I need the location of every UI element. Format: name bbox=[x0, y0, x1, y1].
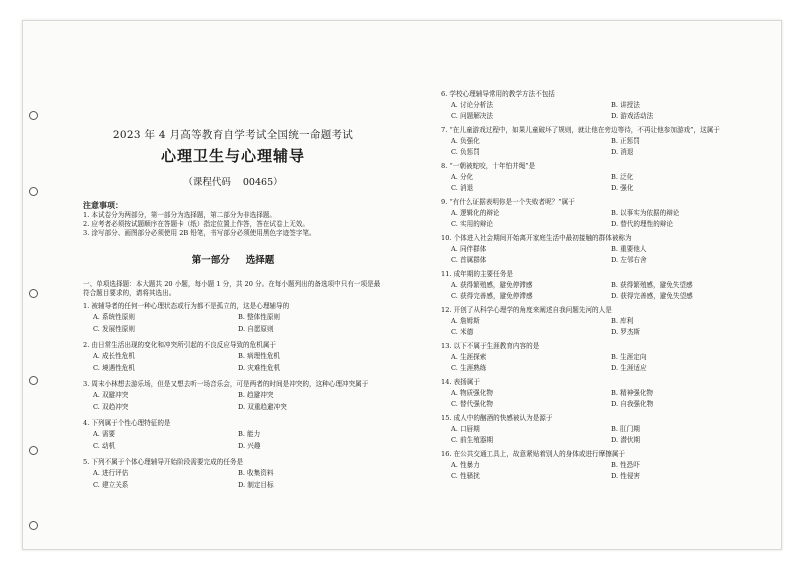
answer-option: A. 讨论分析法 bbox=[451, 101, 493, 109]
answer-options bbox=[441, 209, 771, 231]
answer-option: A. 系统性原则 bbox=[93, 313, 135, 321]
question-list-left bbox=[83, 302, 383, 493]
question bbox=[441, 306, 771, 339]
answer-option: C. 米德 bbox=[451, 328, 474, 336]
answer-options bbox=[441, 173, 771, 195]
answer-option: A. 成长性危机 bbox=[93, 352, 135, 360]
answer-option: D. 替代的理性的辩论 bbox=[611, 220, 673, 228]
question-stem: 6. 学校心理辅导常用的教学方法不包括 bbox=[441, 90, 555, 98]
answer-option: B. 库利 bbox=[611, 317, 634, 325]
answer-option: A. 性暴力 bbox=[451, 461, 480, 469]
answer-option: A. 生涯探索 bbox=[451, 353, 487, 361]
answer-option: B. 整体性原则 bbox=[238, 313, 281, 321]
answer-option: B. 精神强化物 bbox=[611, 389, 654, 397]
answer-option: C. 生涯熟练 bbox=[451, 364, 487, 372]
answer-options bbox=[83, 313, 383, 337]
answer-option: A. 获得繁殖感，避免停滞感 bbox=[451, 281, 533, 289]
answer-option: B. 生涯定向 bbox=[611, 353, 647, 361]
answer-option: D. 游戏活动法 bbox=[611, 112, 654, 120]
answer-options bbox=[83, 430, 383, 454]
right-column bbox=[441, 87, 771, 483]
answer-option: C. 性骚扰 bbox=[451, 472, 480, 480]
answer-option: C. 获得完善感，避免停滞感 bbox=[451, 292, 533, 300]
part-heading: 第一部分 选择题 bbox=[191, 255, 275, 266]
answer-option: B. 趋避冲突 bbox=[238, 391, 274, 399]
question bbox=[441, 234, 771, 267]
question-stem: 3. 周末小林想去游乐场，但是又想去听一场音乐会，可是两者的时间是冲突的，这种心理冲突属于 bbox=[83, 380, 369, 388]
answer-option: B. 收集资料 bbox=[238, 469, 274, 477]
question-stem: 11. 成年期的主要任务是 bbox=[441, 270, 513, 278]
answer-option: D. 消退 bbox=[611, 148, 634, 156]
answer-option: B. 性恐吓 bbox=[611, 461, 640, 469]
answer-option: C. 实用的辩论 bbox=[451, 220, 493, 228]
answer-options bbox=[441, 353, 771, 375]
answer-option: C. 首属群体 bbox=[451, 256, 487, 264]
question bbox=[83, 419, 383, 454]
answer-options bbox=[441, 245, 771, 267]
question-stem: 7. “在儿童游戏过程中，如果儿童破坏了规则，就让他在旁边等待，不再让他参加游戏”，这属于 bbox=[441, 126, 720, 134]
answer-option: D. 双重趋避冲突 bbox=[238, 403, 287, 411]
answer-option: C. 替代强化物 bbox=[451, 400, 493, 408]
answer-options bbox=[441, 317, 771, 339]
question bbox=[83, 302, 383, 337]
answer-option: A. 口唇期 bbox=[451, 425, 480, 433]
question-stem: 2. 由日常生活出现的变化和冲突所引起的不良反应导致的危机属于 bbox=[83, 341, 277, 349]
question bbox=[441, 342, 771, 375]
answer-option: A. 詹姆斯 bbox=[451, 317, 480, 325]
binder-hole bbox=[29, 111, 38, 120]
answer-option: D. 生涯适应 bbox=[611, 364, 647, 372]
answer-option: B. 泛化 bbox=[611, 173, 634, 181]
answer-option: D. 强化 bbox=[611, 184, 634, 192]
question-stem: 14. 表扬属于 bbox=[441, 378, 480, 386]
answer-options bbox=[441, 425, 771, 447]
answer-option: A. 分化 bbox=[451, 173, 474, 181]
notes-list bbox=[83, 211, 383, 238]
answer-option: B. 重要他人 bbox=[611, 245, 647, 253]
question bbox=[441, 198, 771, 231]
question-stem: 10. 个体进入社会期间开始离开家庭生活中最初接触的群体被称为 bbox=[441, 234, 632, 242]
answer-option: B. 获得繁殖感，避免失望感 bbox=[611, 281, 693, 289]
course-code: （课程代码 00465） bbox=[183, 177, 283, 188]
question-stem: 9. “有什么证据表明你是一个失败者呢？”属于 bbox=[441, 198, 575, 206]
question bbox=[441, 270, 771, 303]
question-stem: 12. 开创了从科学心理学的角度来阐述自我问题先河的人是 bbox=[441, 306, 612, 314]
note-item: 1. 本试卷分为两部分，第一部分为选择题，第二部分为非选择题。 bbox=[83, 211, 277, 219]
question bbox=[83, 380, 383, 415]
question bbox=[441, 90, 771, 123]
answer-option: D. 制定目标 bbox=[238, 481, 274, 489]
binder-hole bbox=[29, 376, 38, 385]
answer-option: A. 负强化 bbox=[451, 137, 480, 145]
answer-options bbox=[441, 389, 771, 411]
question-stem: 1. 被辅导者的任何一种心理状态或行为都不是孤立的，这是心理辅导的 bbox=[83, 302, 290, 310]
binder-hole bbox=[29, 187, 38, 196]
answer-option: D. 左邻右舍 bbox=[611, 256, 647, 264]
binder-hole bbox=[29, 446, 38, 455]
question-stem: 8. “一朝被蛇咬，十年怕井绳”是 bbox=[441, 162, 536, 170]
note-item: 3. 涂写部分、画图部分必须使用 2B 铅笔，书写部分必须使用黑色字迹签字笔。 bbox=[83, 229, 316, 237]
section-instructions: 一、单项选择题：本大题共 20 小题，每小题 1 分，共 20 分。在每小题列出的备选项中只有一项是最符合题目要求的，请将其选出。 bbox=[83, 280, 381, 297]
answer-option: A. 物质强化物 bbox=[451, 389, 493, 397]
answer-option: B. 讲授法 bbox=[611, 101, 640, 109]
answer-option: A. 进行评估 bbox=[93, 469, 129, 477]
answer-option: C. 境遇性危机 bbox=[93, 364, 135, 372]
answer-option: C. 消退 bbox=[451, 184, 474, 192]
answer-option: C. 负惩罚 bbox=[451, 148, 480, 156]
answer-option: B. 正惩罚 bbox=[611, 137, 640, 145]
answer-option: D. 自我强化物 bbox=[611, 400, 654, 408]
answer-option: A. 逻辑化的辩论 bbox=[451, 209, 500, 217]
question-stem: 4. 下列属于个性心理特征的是 bbox=[83, 419, 171, 427]
question bbox=[83, 341, 383, 376]
answer-option: C. 发展性原则 bbox=[93, 325, 135, 333]
question bbox=[441, 450, 771, 483]
question-stem: 13. 以下不属于生涯教育内容的是 bbox=[441, 342, 540, 350]
answer-options bbox=[441, 281, 771, 303]
notes-title: 注意事项： bbox=[83, 200, 123, 210]
answer-option: D. 性侵害 bbox=[611, 472, 641, 480]
answer-option: A. 同伴群体 bbox=[451, 245, 487, 253]
answer-option: C. 前生殖器期 bbox=[451, 436, 493, 444]
answer-option: D. 罗杰斯 bbox=[611, 328, 641, 336]
answer-option: D. 灾难性危机 bbox=[238, 364, 281, 372]
answer-options bbox=[83, 469, 383, 493]
subject-title: 心理卫生与心理辅导 bbox=[160, 147, 305, 165]
exam-sheet bbox=[22, 20, 782, 550]
answer-options bbox=[83, 352, 383, 376]
answer-option: A. 双避冲突 bbox=[93, 391, 129, 399]
question-stem: 15. 成人中的酗酒的快感被认为是源于 bbox=[441, 414, 553, 422]
answer-options bbox=[441, 461, 771, 483]
answer-option: C. 建立关系 bbox=[93, 481, 129, 489]
answer-option: B. 能力 bbox=[238, 430, 261, 438]
question-stem: 5. 下列不属于个体心理辅导开始阶段需要完成的任务是 bbox=[83, 458, 244, 466]
answer-option: D. 自愿原则 bbox=[238, 325, 274, 333]
answer-option: D. 兴趣 bbox=[238, 442, 261, 450]
note-item: 2. 应考者必须按试题顺序在答题卡（纸）指定位置上作答，答在试卷上无效。 bbox=[83, 220, 309, 228]
left-column bbox=[83, 107, 383, 493]
answer-options bbox=[441, 137, 771, 159]
answer-options bbox=[441, 101, 771, 123]
answer-option: C. 双趋冲突 bbox=[93, 403, 129, 411]
answer-options bbox=[83, 391, 383, 415]
binder-hole bbox=[29, 521, 38, 530]
binder-hole bbox=[29, 289, 38, 298]
answer-option: D. 获得完善感，避免失望感 bbox=[611, 292, 693, 300]
answer-option: D. 潜伏期 bbox=[611, 436, 641, 444]
question bbox=[441, 378, 771, 411]
answer-option: B. 病理性危机 bbox=[238, 352, 281, 360]
question-list-right bbox=[441, 90, 771, 483]
answer-option: C. 动机 bbox=[93, 442, 116, 450]
question-stem: 16. 在公共交通工具上，故意紧贴着别人的身体或进行摩擦属于 bbox=[441, 450, 626, 458]
answer-option: B. 肛门期 bbox=[611, 425, 640, 433]
answer-option: C. 问题解决法 bbox=[451, 112, 493, 120]
answer-option: B. 以事实为依据的辩论 bbox=[611, 209, 680, 217]
question bbox=[83, 458, 383, 493]
question bbox=[441, 414, 771, 447]
exam-title: 2023 年 4 月高等教育自学考试全国统一命题考试 bbox=[112, 129, 354, 141]
answer-option: A. 需要 bbox=[93, 430, 116, 438]
question bbox=[441, 162, 771, 195]
question bbox=[441, 126, 771, 159]
